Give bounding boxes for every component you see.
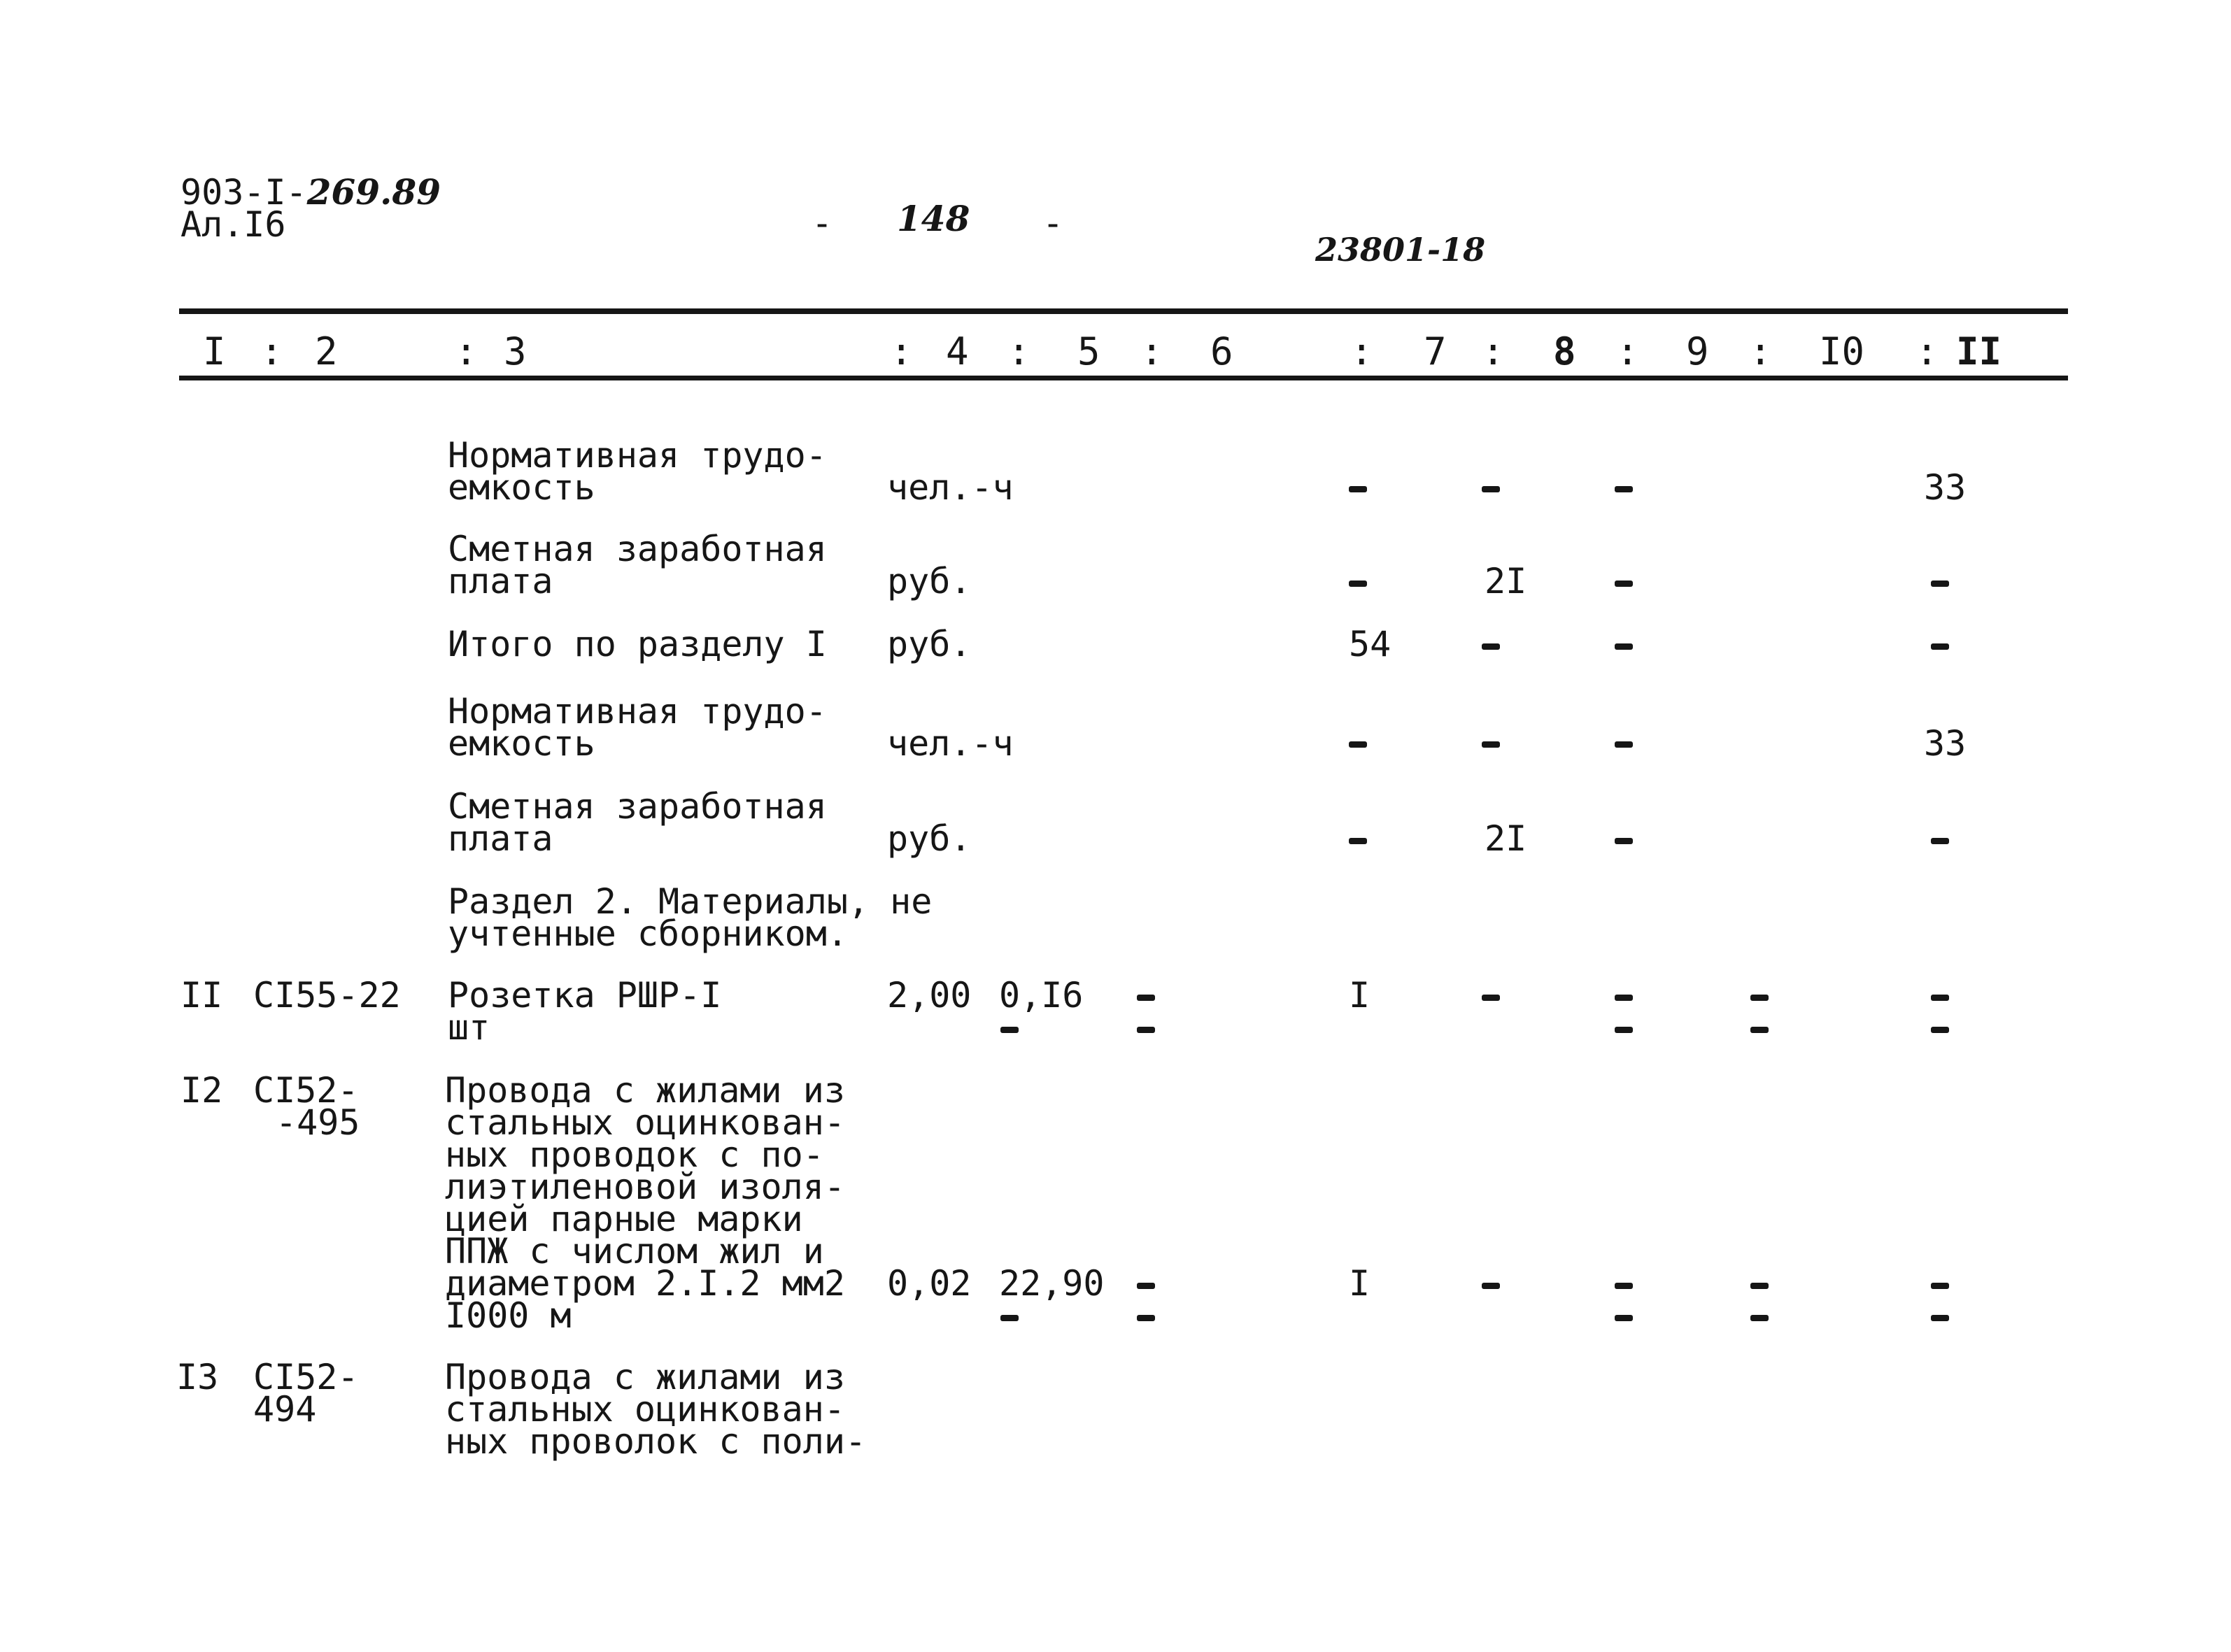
item-number: II [180,975,223,1016]
value-col8: 2I [1485,818,1527,859]
dash-col8 [1482,643,1500,650]
value-col11: 33 [1924,723,1967,764]
item-price: 0,I6 [999,975,1084,1016]
row-unit: руб. [887,624,972,664]
item-name-line-5: цией парные марки [445,1199,803,1239]
item-code-line-2: 494 [253,1389,317,1430]
value-col11: 33 [1924,467,1967,508]
row-unit: чел.-ч [887,723,1014,764]
dash-col11 [1931,995,1949,1001]
dash-col11 [1931,838,1949,844]
dash-col11 [1931,581,1949,587]
col-header-4: 4 [946,329,969,373]
dash-col7 [1349,581,1367,587]
item-name-line-3: ных проволок с поли- [445,1421,867,1462]
col-sep: : [1915,329,1939,373]
col-sep: : [260,329,283,373]
dash-col7 [1349,741,1367,748]
dash-col11-lower [1931,1027,1949,1033]
col-sep: : [1749,329,1772,373]
dash-col8 [1482,1283,1500,1289]
col-header-8: 8 [1553,329,1576,373]
section-heading-line-1: Раздел 2. Материалы, не [448,881,933,922]
dash-col9 [1615,643,1633,650]
dash-col10-lower [1750,1027,1769,1033]
item-number: I3 [176,1357,219,1397]
col-header-2: 2 [315,329,338,373]
item-unit: шт [448,1007,490,1048]
item-code-line-2: -495 [276,1102,360,1143]
col-header-11: II [1956,329,2002,373]
item-code-line-1: CI52- [253,1357,359,1397]
item-col7: I [1349,1263,1371,1304]
col-header-7: 7 [1424,329,1447,373]
item-name-line-1: Провода с жилами из [445,1070,845,1111]
col-header-9: 9 [1686,329,1709,373]
dash-col6 [1137,995,1155,1001]
item-name-line-7: диаметром 2.I.2 мм2 [445,1263,845,1304]
item-quantity: 2,00 [887,975,972,1016]
row-label: Итого по разделу I [448,624,827,664]
dash-col6-lower [1137,1027,1155,1033]
row-label-line-1: Нормативная трудо- [448,435,827,476]
item-name-line-4: лиэтиленовой изоля- [445,1167,845,1207]
page-dash-left: - [812,203,833,243]
col-header-3: 3 [504,329,527,373]
dash-col6 [1137,1283,1155,1289]
dash-col7 [1349,838,1367,844]
album-number: Ал.I6 [180,204,286,245]
row-label-line-1: Сметная заработная [448,786,827,827]
dash-col9 [1615,995,1633,1001]
header-bottom-rule [179,376,2068,380]
row-label-line-1: Нормативная трудо- [448,691,827,732]
dash-col11 [1931,643,1949,650]
dash-col8 [1482,741,1500,748]
dash-col6-lower [1137,1315,1155,1321]
row-label-line-2: плата [448,818,553,859]
item-name: Розетка РШР-I [448,975,722,1016]
dash-col9-lower [1615,1315,1633,1321]
col-sep: : [1616,329,1639,373]
row-unit: руб. [887,818,972,859]
col-header-6: 6 [1210,329,1233,373]
item-name-line-2: стальных оцинкован- [445,1102,845,1143]
item-quantity: 0,02 [887,1263,972,1304]
col-sep: : [1482,329,1505,373]
col-sep: : [1140,329,1163,373]
row-label-line-2: плата [448,561,553,601]
dash-col9 [1615,741,1633,748]
dash-col10-lower [1750,1315,1769,1321]
dash-col10 [1750,1283,1769,1289]
col-sep: : [1007,329,1030,373]
item-col7: I [1349,975,1371,1016]
dash-col9-lower [1615,1027,1633,1033]
item-name-line-2: стальных оцинкован- [445,1389,845,1430]
item-name-line-8: I000 м [445,1295,572,1336]
dash-col7 [1349,486,1367,492]
item-price: 22,90 [999,1263,1105,1304]
dash-col5-lower [1000,1315,1019,1321]
document-code-printed: 903-I- [180,172,307,213]
col-header-1: I [203,329,226,373]
header-top-rule [179,308,2068,314]
row-label-line-1: Сметная заработная [448,529,827,569]
section-heading-line-2: учтенные сборником. [448,913,848,954]
page-dash-right: - [1042,203,1064,243]
document-code-handwritten: 269.89 [306,171,441,213]
item-name-line-3: ных проводок с по- [445,1134,824,1175]
item-name-line-1: Провода с жилами из [445,1357,845,1397]
dash-col5-lower [1000,1027,1019,1033]
dash-col11 [1931,1283,1949,1289]
dash-col9 [1615,1283,1633,1289]
row-unit: руб. [887,561,972,601]
dash-col9 [1615,838,1633,844]
page-number: 148 [897,198,970,239]
dash-col9 [1615,581,1633,587]
row-label-line-2: емкость [448,467,595,508]
col-header-10: I0 [1819,329,1865,373]
item-number: I2 [180,1070,223,1111]
dash-col8 [1482,995,1500,1001]
row-unit: чел.-ч [887,467,1014,508]
dash-col8 [1482,486,1500,492]
col-sep: : [890,329,913,373]
col-sep: : [1350,329,1373,373]
item-name-line-6: ППЖ с числом жил и [445,1231,824,1272]
archive-number: 23801-18 [1315,231,1486,269]
item-code: CI55-22 [253,975,401,1016]
col-sep: : [455,329,478,373]
value-col8: 2I [1485,561,1527,601]
value-col7: 54 [1349,624,1391,664]
row-label-line-2: емкость [448,723,595,764]
dash-col9 [1615,486,1633,492]
col-header-5: 5 [1077,329,1100,373]
item-code-line-1: CI52- [253,1070,359,1111]
dash-col11-lower [1931,1315,1949,1321]
dash-col10 [1750,995,1769,1001]
